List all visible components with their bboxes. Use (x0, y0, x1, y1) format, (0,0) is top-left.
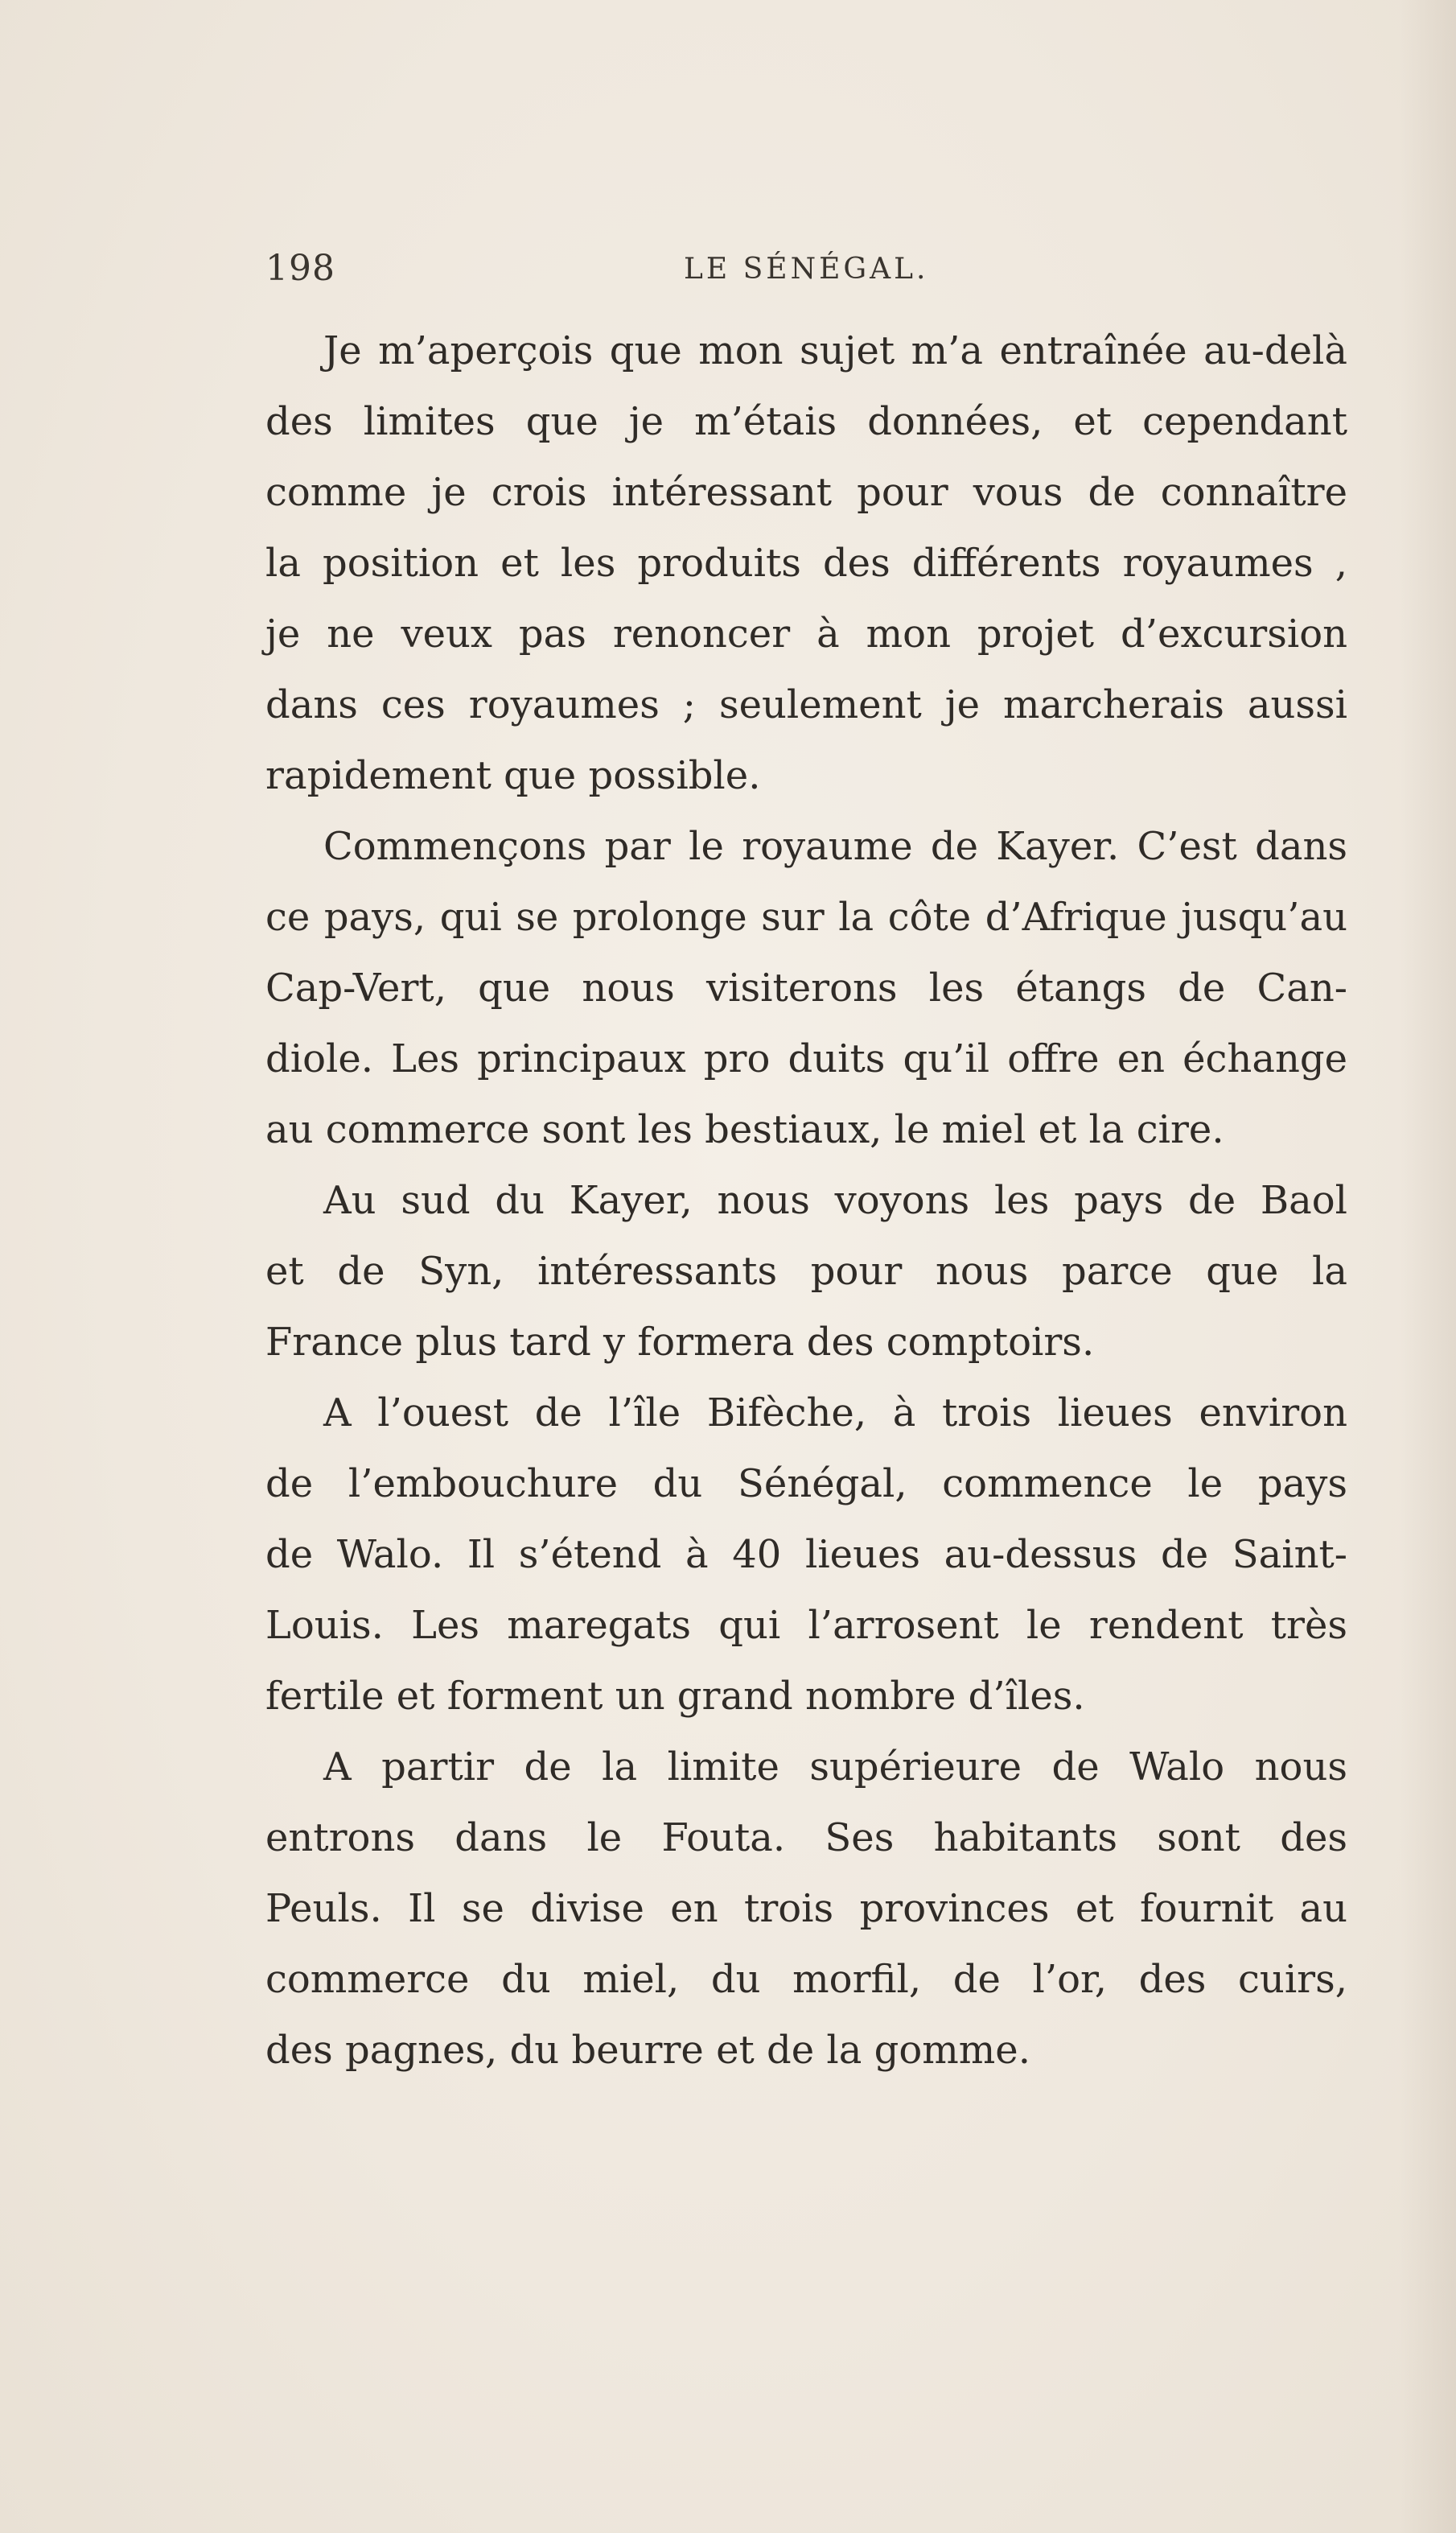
text-line: comme je crois intéressant pour vous de connaître (265, 470, 1347, 515)
text-line: la position et les produits des différents royaumes , (265, 541, 1347, 586)
text-line: Au sud du Kayer, nous voyons les pays de Baol (323, 1178, 1347, 1223)
running-title: LE SÉNÉGAL. (684, 253, 929, 286)
text-line: A l’ouest de l’île Bifèche, à trois lieues environ (323, 1390, 1347, 1435)
text-line: Peuls. Il se divise en trois provinces et fournit au (265, 1886, 1347, 1931)
text-line: Cap-Vert, que nous visiterons les étangs de Can- (265, 966, 1347, 1011)
text-line: dans ces royaumes ; seulement je marcherais aussi (265, 682, 1347, 727)
text-line: diole. Les principaux pro duits qu’il offre en échange (265, 1036, 1347, 1081)
text-line: fertile et forment un grand nombre d’îles. (265, 1674, 1085, 1719)
text-line: Commençons par le royaume de Kayer. C’est dans (323, 824, 1347, 869)
text-line: et de Syn, intéressants pour nous parce que la (265, 1249, 1347, 1294)
text-line: commerce du miel, du morfil, de l’or, des cuirs, (265, 1957, 1347, 2002)
text-line: rapidement que possible. (265, 753, 761, 798)
text-line: de Walo. Il s’étend à 40 lieues au-dessus de Saint- (265, 1532, 1347, 1577)
page-gutter-shadow (1400, 0, 1456, 2533)
text-line: ce pays, qui se prolonge sur la côte d’Afrique jusqu’au (265, 895, 1347, 940)
text-line: A partir de la limite supérieure de Walo nous (323, 1744, 1347, 1790)
text-line: je ne veux pas renoncer à mon projet d’excursion (265, 612, 1347, 657)
text-line: des limites que je m’étais données, et cependant (265, 399, 1347, 444)
text-line: des pagnes, du beurre et de la gomme. (265, 2028, 1030, 2073)
text-line: France plus tard y formera des comptoirs. (265, 1320, 1095, 1365)
text-line: entrons dans le Fouta. Ses habitants sont des (265, 1815, 1347, 1860)
text-line: Je m’aperçois que mon sujet m’a entraînée au-delà (323, 328, 1347, 373)
page-number: 198 (265, 248, 335, 289)
text-line: au commerce sont les bestiaux, le miel et la cire. (265, 1107, 1224, 1152)
running-head (265, 248, 1347, 296)
text-line: Louis. Les maregats qui l’arrosent le rendent très (265, 1603, 1347, 1648)
text-line: de l’embouchure du Sénégal, commence le pays (265, 1461, 1347, 1506)
body-text (265, 315, 1347, 2086)
